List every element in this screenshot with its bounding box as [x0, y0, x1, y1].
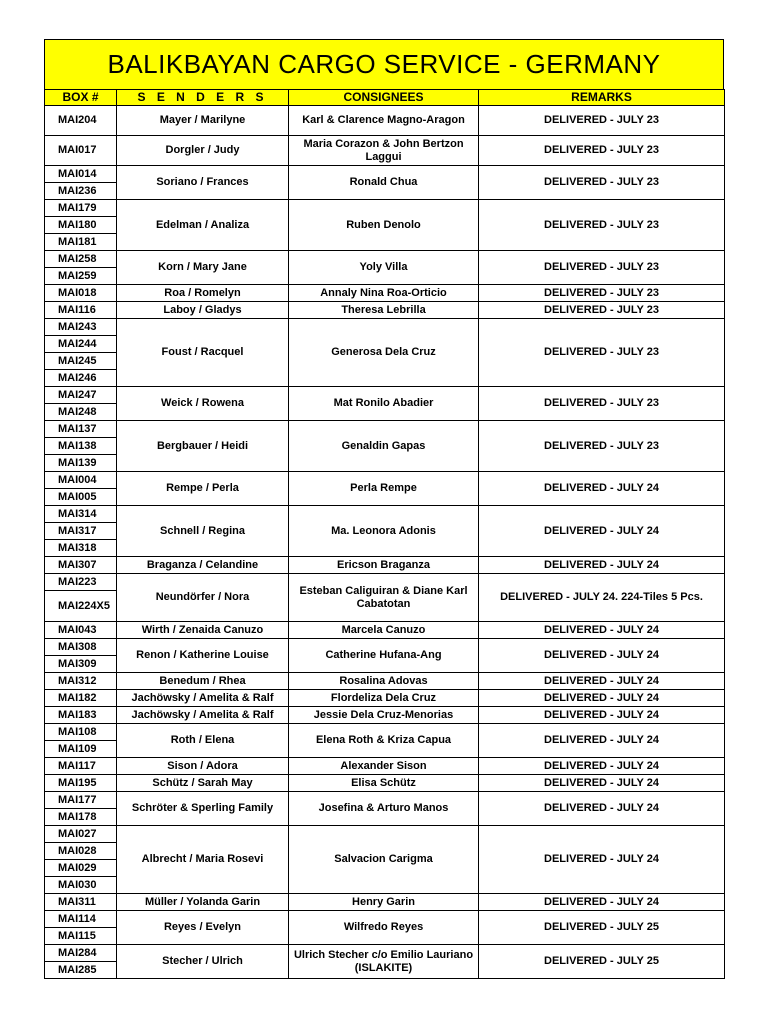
sender-cell: Stecher / Ulrich — [117, 945, 289, 979]
sender-cell: Edelman / Analiza — [117, 200, 289, 251]
consignee-cell: Ruben Denolo — [289, 200, 479, 251]
box-number-cell: MAI246 — [45, 370, 117, 387]
consignee-cell: Wilfredo Reyes — [289, 911, 479, 945]
consignee-cell: Ronald Chua — [289, 166, 479, 200]
column-header-box: BOX # — [45, 90, 117, 106]
remarks-cell: DELIVERED - JULY 23 — [479, 421, 725, 472]
sender-cell: Foust / Racquel — [117, 319, 289, 387]
remarks-cell: DELIVERED - JULY 24 — [479, 758, 725, 775]
table-row — [45, 894, 725, 911]
box-number-cell: MAI178 — [45, 809, 117, 826]
sender-cell: Bergbauer / Heidi — [117, 421, 289, 472]
consignee-cell: Elisa Schütz — [289, 775, 479, 792]
box-number-cell: MAI243 — [45, 319, 117, 336]
column-header-consignees: CONSIGNEES — [289, 90, 479, 106]
box-number-cell: MAI224X5 — [45, 591, 117, 622]
table-row — [45, 707, 725, 724]
sender-cell: Albrecht / Maria Rosevi — [117, 826, 289, 894]
box-number-cell: MAI317 — [45, 523, 117, 540]
box-number-cell: MAI108 — [45, 724, 117, 741]
table-row — [45, 251, 725, 268]
table-row — [45, 574, 725, 591]
remarks-cell: DELIVERED - JULY 24 — [479, 792, 725, 826]
table-row — [45, 639, 725, 656]
box-number-cell: MAI309 — [45, 656, 117, 673]
remarks-cell: DELIVERED - JULY 23 — [479, 136, 725, 166]
consignee-cell: Yoly Villa — [289, 251, 479, 285]
remarks-cell: DELIVERED - JULY 23 — [479, 166, 725, 200]
table-row — [45, 775, 725, 792]
table-row — [45, 911, 725, 928]
sender-cell: Schnell / Regina — [117, 506, 289, 557]
remarks-cell: DELIVERED - JULY 24 — [479, 724, 725, 758]
consignee-cell: Maria Corazon & John Bertzon Laggui — [289, 136, 479, 166]
box-number-cell: MAI244 — [45, 336, 117, 353]
sender-cell: Neundörfer / Nora — [117, 574, 289, 622]
sender-cell: Reyes / Evelyn — [117, 911, 289, 945]
box-number-cell: MAI177 — [45, 792, 117, 809]
box-number-cell: MAI029 — [45, 860, 117, 877]
sender-cell: Laboy / Gladys — [117, 302, 289, 319]
remarks-cell: DELIVERED - JULY 23 — [479, 319, 725, 387]
box-number-cell: MAI182 — [45, 690, 117, 707]
box-number-cell: MAI117 — [45, 758, 117, 775]
column-header-senders: S E N D E R S — [117, 90, 289, 106]
box-number-cell: MAI014 — [45, 166, 117, 183]
box-number-cell: MAI028 — [45, 843, 117, 860]
sender-cell: Roth / Elena — [117, 724, 289, 758]
box-number-cell: MAI138 — [45, 438, 117, 455]
box-number-cell: MAI195 — [45, 775, 117, 792]
box-number-cell: MAI017 — [45, 136, 117, 166]
box-number-cell: MAI318 — [45, 540, 117, 557]
box-number-cell: MAI027 — [45, 826, 117, 843]
sender-cell: Braganza / Celandine — [117, 557, 289, 574]
sender-cell: Müller / Yolanda Garin — [117, 894, 289, 911]
consignee-cell: Mat Ronilo Abadier — [289, 387, 479, 421]
table-row — [45, 200, 725, 217]
sender-cell: Jachöwsky / Amelita & Ralf — [117, 707, 289, 724]
remarks-cell: DELIVERED - JULY 24 — [479, 472, 725, 506]
sender-cell: Rempe / Perla — [117, 472, 289, 506]
remarks-cell: DELIVERED - JULY 23 — [479, 302, 725, 319]
box-number-cell: MAI259 — [45, 268, 117, 285]
table-row — [45, 166, 725, 183]
consignee-cell: Generosa Dela Cruz — [289, 319, 479, 387]
box-number-cell: MAI236 — [45, 183, 117, 200]
consignee-cell: Genaldin Gapas — [289, 421, 479, 472]
box-number-cell: MAI285 — [45, 962, 117, 979]
remarks-cell: DELIVERED - JULY 24 — [479, 707, 725, 724]
remarks-cell: DELIVERED - JULY 25 — [479, 945, 725, 979]
box-number-cell: MAI115 — [45, 928, 117, 945]
sender-cell: Wirth / Zenaida Canuzo — [117, 622, 289, 639]
table-row — [45, 421, 725, 438]
table-row — [45, 792, 725, 809]
box-number-cell: MAI116 — [45, 302, 117, 319]
box-number-cell: MAI018 — [45, 285, 117, 302]
table-row — [45, 106, 725, 136]
box-number-cell: MAI247 — [45, 387, 117, 404]
box-number-cell: MAI114 — [45, 911, 117, 928]
sender-cell: Schröter & Sperling Family — [117, 792, 289, 826]
consignee-cell: Perla Rempe — [289, 472, 479, 506]
sender-cell: Sison / Adora — [117, 758, 289, 775]
consignee-cell: Josefina & Arturo Manos — [289, 792, 479, 826]
box-number-cell: MAI139 — [45, 455, 117, 472]
table-body — [45, 106, 725, 979]
table-row — [45, 673, 725, 690]
column-header-remarks: REMARKS — [479, 90, 725, 106]
consignee-cell: Ma. Leonora Adonis — [289, 506, 479, 557]
consignee-cell: Catherine Hufana-Ang — [289, 639, 479, 673]
box-number-cell: MAI180 — [45, 217, 117, 234]
table-row — [45, 622, 725, 639]
sender-cell: Dorgler / Judy — [117, 136, 289, 166]
remarks-cell: DELIVERED - JULY 24 — [479, 673, 725, 690]
table-row — [45, 945, 725, 962]
remarks-cell: DELIVERED - JULY 24 — [479, 894, 725, 911]
box-number-cell: MAI308 — [45, 639, 117, 656]
remarks-cell: DELIVERED - JULY 24 — [479, 557, 725, 574]
box-number-cell: MAI043 — [45, 622, 117, 639]
sender-cell: Jachöwsky / Amelita & Ralf — [117, 690, 289, 707]
box-number-cell: MAI030 — [45, 877, 117, 894]
table-row — [45, 472, 725, 489]
box-number-cell: MAI004 — [45, 472, 117, 489]
table-row — [45, 690, 725, 707]
box-number-cell: MAI109 — [45, 741, 117, 758]
remarks-cell: DELIVERED - JULY 24 — [479, 622, 725, 639]
consignee-cell: Ulrich Stecher c/o Emilio Lauriano (ISLAKITE) — [289, 945, 479, 979]
sender-cell: Benedum / Rhea — [117, 673, 289, 690]
consignee-cell: Elena Roth & Kriza Capua — [289, 724, 479, 758]
table-row — [45, 302, 725, 319]
table-row — [45, 826, 725, 843]
sender-cell: Roa / Romelyn — [117, 285, 289, 302]
consignee-cell: Theresa Lebrilla — [289, 302, 479, 319]
box-number-cell: MAI204 — [45, 106, 117, 136]
table-row — [45, 724, 725, 741]
remarks-cell: DELIVERED - JULY 24 — [479, 690, 725, 707]
table-row — [45, 506, 725, 523]
table-row — [45, 557, 725, 574]
table-row — [45, 319, 725, 336]
box-number-cell: MAI183 — [45, 707, 117, 724]
remarks-cell: DELIVERED - JULY 24 — [479, 506, 725, 557]
consignee-cell: Jessie Dela Cruz-Menorias — [289, 707, 479, 724]
consignee-cell: Alexander Sison — [289, 758, 479, 775]
table-row — [45, 758, 725, 775]
sender-cell: Korn / Mary Jane — [117, 251, 289, 285]
box-number-cell: MAI284 — [45, 945, 117, 962]
sender-cell: Mayer / Marilyne — [117, 106, 289, 136]
sender-cell: Soriano / Frances — [117, 166, 289, 200]
box-number-cell: MAI312 — [45, 673, 117, 690]
table-row — [45, 136, 725, 166]
consignee-cell: Ericson Braganza — [289, 557, 479, 574]
box-number-cell: MAI179 — [45, 200, 117, 217]
consignee-cell: Marcela Canuzo — [289, 622, 479, 639]
remarks-cell: DELIVERED - JULY 23 — [479, 285, 725, 302]
consignee-cell: Rosalina Adovas — [289, 673, 479, 690]
box-number-cell: MAI181 — [45, 234, 117, 251]
box-number-cell: MAI248 — [45, 404, 117, 421]
cargo-sheet — [44, 39, 724, 979]
sender-cell: Renon / Katherine Louise — [117, 639, 289, 673]
remarks-cell: DELIVERED - JULY 24. 224-Tiles 5 Pcs. — [479, 574, 725, 622]
sheet-title: BALIKBAYAN CARGO SERVICE - GERMANY — [44, 39, 724, 89]
consignee-cell: Henry Garin — [289, 894, 479, 911]
box-number-cell: MAI311 — [45, 894, 117, 911]
box-number-cell: MAI245 — [45, 353, 117, 370]
box-number-cell: MAI223 — [45, 574, 117, 591]
delivery-table — [44, 89, 725, 979]
consignee-cell: Flordeliza Dela Cruz — [289, 690, 479, 707]
remarks-cell: DELIVERED - JULY 23 — [479, 200, 725, 251]
box-number-cell: MAI314 — [45, 506, 117, 523]
table-row — [45, 285, 725, 302]
sender-cell: Weick / Rowena — [117, 387, 289, 421]
remarks-cell: DELIVERED - JULY 23 — [479, 387, 725, 421]
remarks-cell: DELIVERED - JULY 24 — [479, 639, 725, 673]
box-number-cell: MAI137 — [45, 421, 117, 438]
consignee-cell: Annaly Nina Roa-Orticio — [289, 285, 479, 302]
remarks-cell: DELIVERED - JULY 24 — [479, 826, 725, 894]
consignee-cell: Karl & Clarence Magno-Aragon — [289, 106, 479, 136]
consignee-cell: Esteban Caliguiran & Diane Karl Cabatotan — [289, 574, 479, 622]
table-row — [45, 387, 725, 404]
sender-cell: Schütz / Sarah May — [117, 775, 289, 792]
header-row — [45, 90, 725, 106]
remarks-cell: DELIVERED - JULY 25 — [479, 911, 725, 945]
remarks-cell: DELIVERED - JULY 23 — [479, 106, 725, 136]
box-number-cell: MAI005 — [45, 489, 117, 506]
box-number-cell: MAI307 — [45, 557, 117, 574]
consignee-cell: Salvacion Carigma — [289, 826, 479, 894]
remarks-cell: DELIVERED - JULY 23 — [479, 251, 725, 285]
box-number-cell: MAI258 — [45, 251, 117, 268]
remarks-cell: DELIVERED - JULY 24 — [479, 775, 725, 792]
